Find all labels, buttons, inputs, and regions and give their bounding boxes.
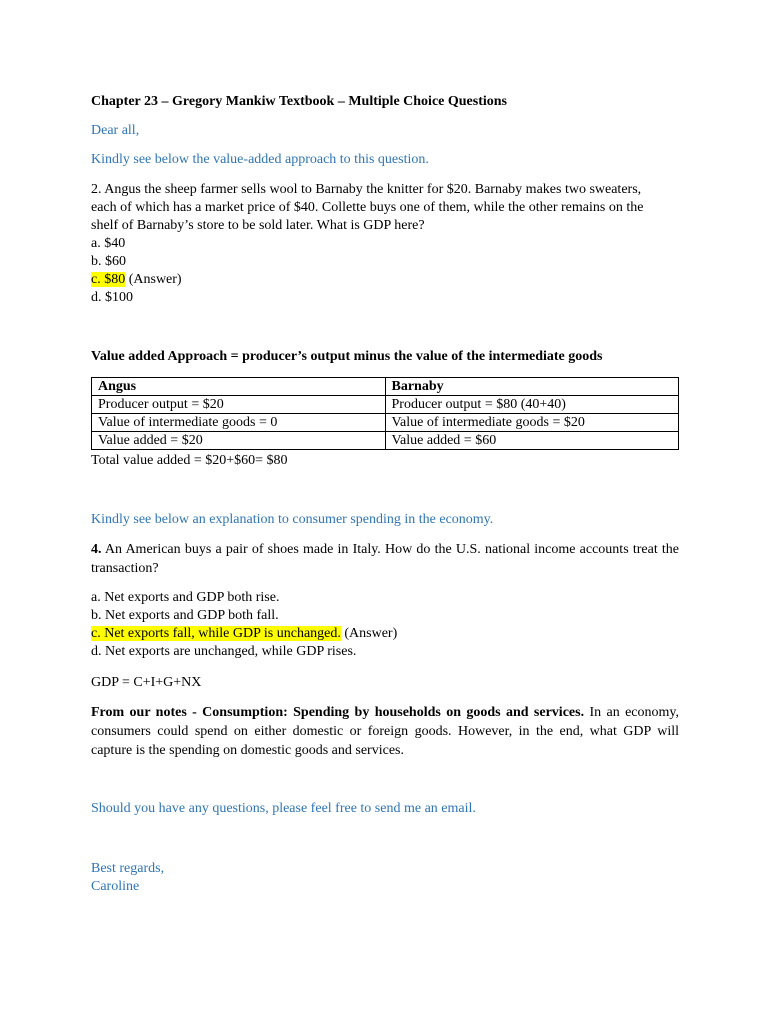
option-b: b. Net exports and GDP both fall. (91, 608, 279, 623)
signature-name: Caroline (91, 879, 140, 894)
notes-lead: From our notes - Consumption: Spending by households on goods and services. (91, 705, 585, 720)
question-4 (91, 540, 679, 578)
intro-consumer-spending: Kindly see below an explanation to consumer spending in the economy. (91, 512, 494, 527)
regards: Best regards, (91, 861, 165, 876)
signoff (91, 860, 164, 896)
table-row (92, 414, 679, 432)
gdp-formula: GDP = C+I+G+NX (91, 675, 202, 690)
greeting: Dear all, (91, 123, 140, 138)
question-4-text: An American buys a pair of shoes made in Italy. How do the U.S. national income accounts treat the transaction? (91, 542, 679, 576)
question-2-line: each of which has a market price of $40. Collette buys one of them, while the other remains on the (91, 200, 644, 215)
option-a: a. Net exports and GDP both rise. (91, 590, 280, 605)
answer-note: (Answer) (340, 626, 398, 641)
table-cell: Value of intermediate goods = 0 (92, 414, 386, 432)
table-row (92, 432, 679, 450)
table-header: Angus (92, 378, 386, 396)
value-added-heading: Value added Approach = producer’s output minus the value of the intermediate goods (91, 349, 603, 364)
question-2 (91, 181, 643, 307)
table-cell: Value added = $60 (385, 432, 679, 450)
table-cell: Producer output = $80 (40+40) (385, 396, 679, 414)
option-b: b. $60 (91, 254, 126, 269)
closing-line: Should you have any questions, please feel free to send me an email. (91, 801, 476, 816)
intro-value-added: Kindly see below the value-added approach to this question. (91, 152, 429, 167)
answer-highlight: c. Net exports fall, while GDP is unchanged. (91, 626, 341, 641)
answer-note: (Answer) (125, 272, 182, 287)
table-cell: Producer output = $20 (92, 396, 386, 414)
value-added-table (91, 377, 679, 450)
option-d: d. $100 (91, 290, 133, 305)
notes-body: In an economy, consumers could spend on either domestic or foreign goods. However, in the end, what GDP will capture is the spending on domestic goods and services. (91, 705, 679, 758)
option-c (91, 271, 643, 289)
table-row (92, 396, 679, 414)
answer-highlight: c. $80 (91, 272, 126, 287)
table-header-row (92, 378, 679, 396)
option-a: a. $40 (91, 236, 126, 251)
table-header: Barnaby (385, 378, 679, 396)
question-4-options (91, 589, 397, 661)
table-cell: Value added = $20 (92, 432, 386, 450)
table-cell: Value of intermediate goods = $20 (385, 414, 679, 432)
option-c (91, 625, 397, 643)
document-title: Chapter 23 – Gregory Mankiw Textbook – Multiple Choice Questions (91, 94, 508, 109)
question-4-number: 4. (91, 542, 102, 557)
option-d: d. Net exports are unchanged, while GDP rises. (91, 644, 357, 659)
question-2-line: 2. Angus the sheep farmer sells wool to Barnaby the knitter for $20. Barnaby makes two sweaters, (91, 182, 642, 197)
notes-paragraph (91, 703, 679, 760)
question-2-line: shelf of Barnaby’s store to be sold later. What is GDP here? (91, 218, 425, 233)
total-value-added: Total value added = $20+$60= $80 (91, 453, 288, 468)
